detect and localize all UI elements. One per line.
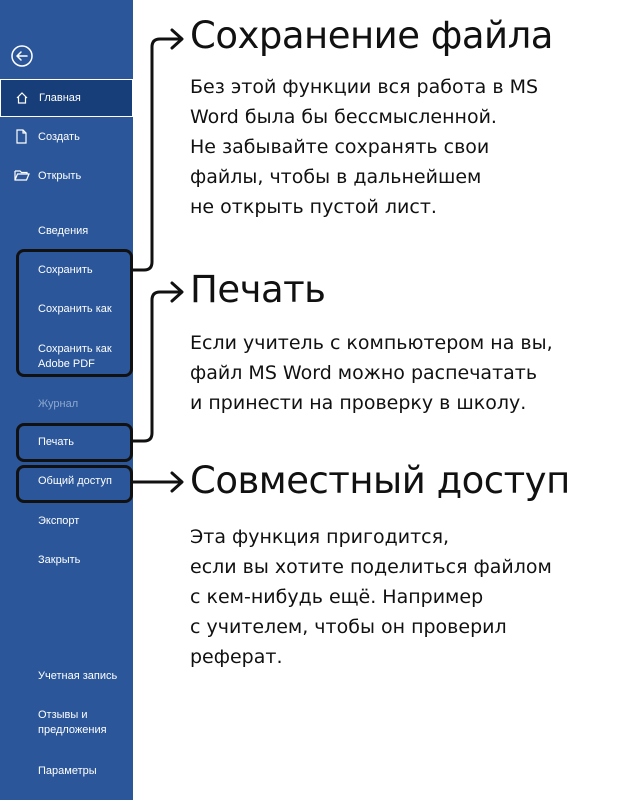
sidebar-item-label-line1: Отзывы и [38, 709, 88, 721]
sidebar-item-label: Закрыть [38, 554, 81, 566]
sidebar-item-label: Открыть [38, 170, 82, 182]
sidebar-item-label: Параметры [38, 765, 97, 777]
callout-line: файл MS Word можно распечатать [190, 362, 538, 384]
callout-line: Не забывайте сохранять свои [190, 136, 490, 158]
sidebar-item-label-line2: предложения [38, 724, 107, 736]
sidebar-item-label: Печать [38, 436, 75, 448]
sidebar-item-label: Учетная запись [38, 670, 118, 682]
sidebar-item-label: Журнал [38, 398, 79, 410]
save-connector [133, 39, 180, 270]
callout-line: Эта функция пригодится, [190, 526, 450, 548]
callout-line: если вы хотите поделиться файлом [190, 556, 552, 578]
callout-line: и принести на проверку в школу. [190, 392, 527, 414]
callout-title-print: Печать [190, 268, 326, 311]
callout-title-share: Совместный доступ [190, 459, 570, 502]
callout-line: не открыть пустой лист. [190, 196, 437, 218]
callout-line: с кем-нибудь ещё. Например [190, 586, 484, 608]
sidebar-item-label: Сохранить как [38, 303, 112, 315]
sidebar-item-label: Главная [39, 92, 81, 104]
callout-body-print [190, 328, 553, 418]
sidebar-item-label: Сведения [38, 225, 89, 237]
callout-line: Если учитель с компьютером на вы, [190, 332, 553, 354]
callout-line: Word была бы бессмысленной. [190, 106, 497, 128]
sidebar-item-label: Сохранить [38, 264, 93, 276]
callout-line: с учителем, чтобы он проверил [190, 616, 507, 638]
sidebar-item-label: Общий доступ [38, 475, 112, 487]
print-connector [133, 292, 180, 441]
callout-body-save [190, 72, 538, 222]
callout-body-share [190, 522, 552, 672]
callout-title-save: Сохранение файла [190, 14, 553, 57]
callout-line: Без этой функции вся работа в MS [190, 76, 539, 98]
sidebar-item-label: Экспорт [38, 515, 80, 527]
sidebar-item-label: Создать [38, 131, 80, 143]
callout-line: реферат. [190, 646, 283, 668]
sidebar-item-label-line1: Сохранить как [38, 343, 112, 355]
callout-line: файлы, чтобы в дальнейшем [190, 166, 482, 188]
sidebar-item-label-line2: Adobe PDF [38, 358, 95, 370]
